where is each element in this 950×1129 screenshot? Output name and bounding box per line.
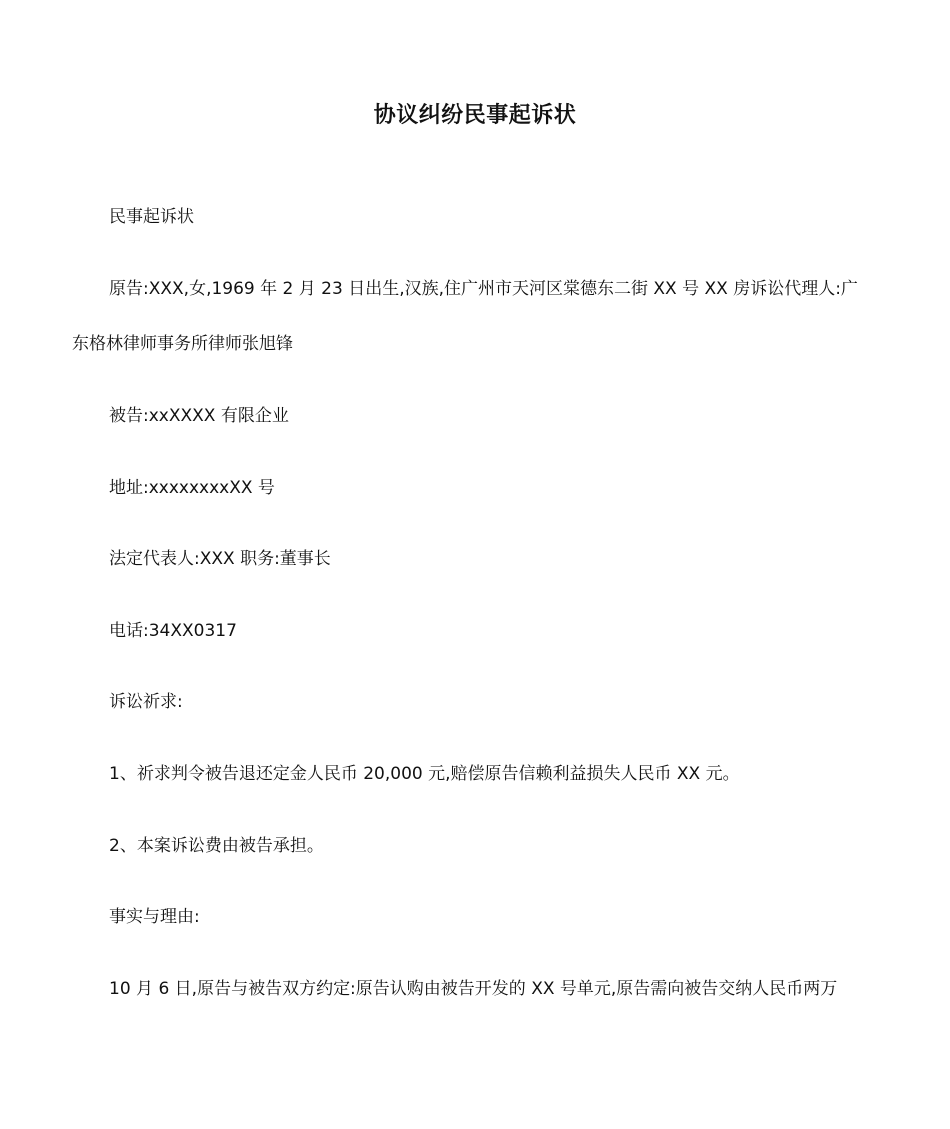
paragraph-address: 地址:xxxxxxxxXX 号 [109, 478, 275, 498]
paragraph-facts-heading: 事实与理由: [109, 907, 200, 927]
paragraph-facts: 10 月 6 日,原告与被告双方约定:原告认购由被告开发的 XX 号单元,原告需向被告交纳人民币两万 [109, 979, 838, 999]
paragraph-phone: 电话:34XX0317 [109, 621, 237, 641]
paragraph-heading: 民事起诉状 [109, 207, 194, 227]
paragraph-legal-representative: 法定代表人:XXX 职务:董事长 [109, 549, 331, 569]
paragraph-defendant: 被告:xxXXXX 有限企业 [109, 406, 289, 426]
paragraph-claims-heading: 诉讼祈求: [109, 692, 183, 712]
paragraph-plaintiff: 原告:XXX,女,1969 年 2 月 23 日出生,汉族,住广州市天河区棠德东二街 XX 号 XX 房诉讼代理人:广 [109, 279, 858, 299]
document-title: 协议纠纷民事起诉状 [373, 103, 577, 128]
paragraph-claim-1: 1、祈求判令被告退还定金人民币 20,000 元,赔偿原告信赖利益损失人民币 XX 元。 [109, 764, 740, 784]
paragraph-claim-2: 2、本案诉讼费由被告承担。 [109, 836, 324, 856]
paragraph-plaintiff-continued: 东格林律师事务所律师张旭锋 [72, 334, 293, 354]
